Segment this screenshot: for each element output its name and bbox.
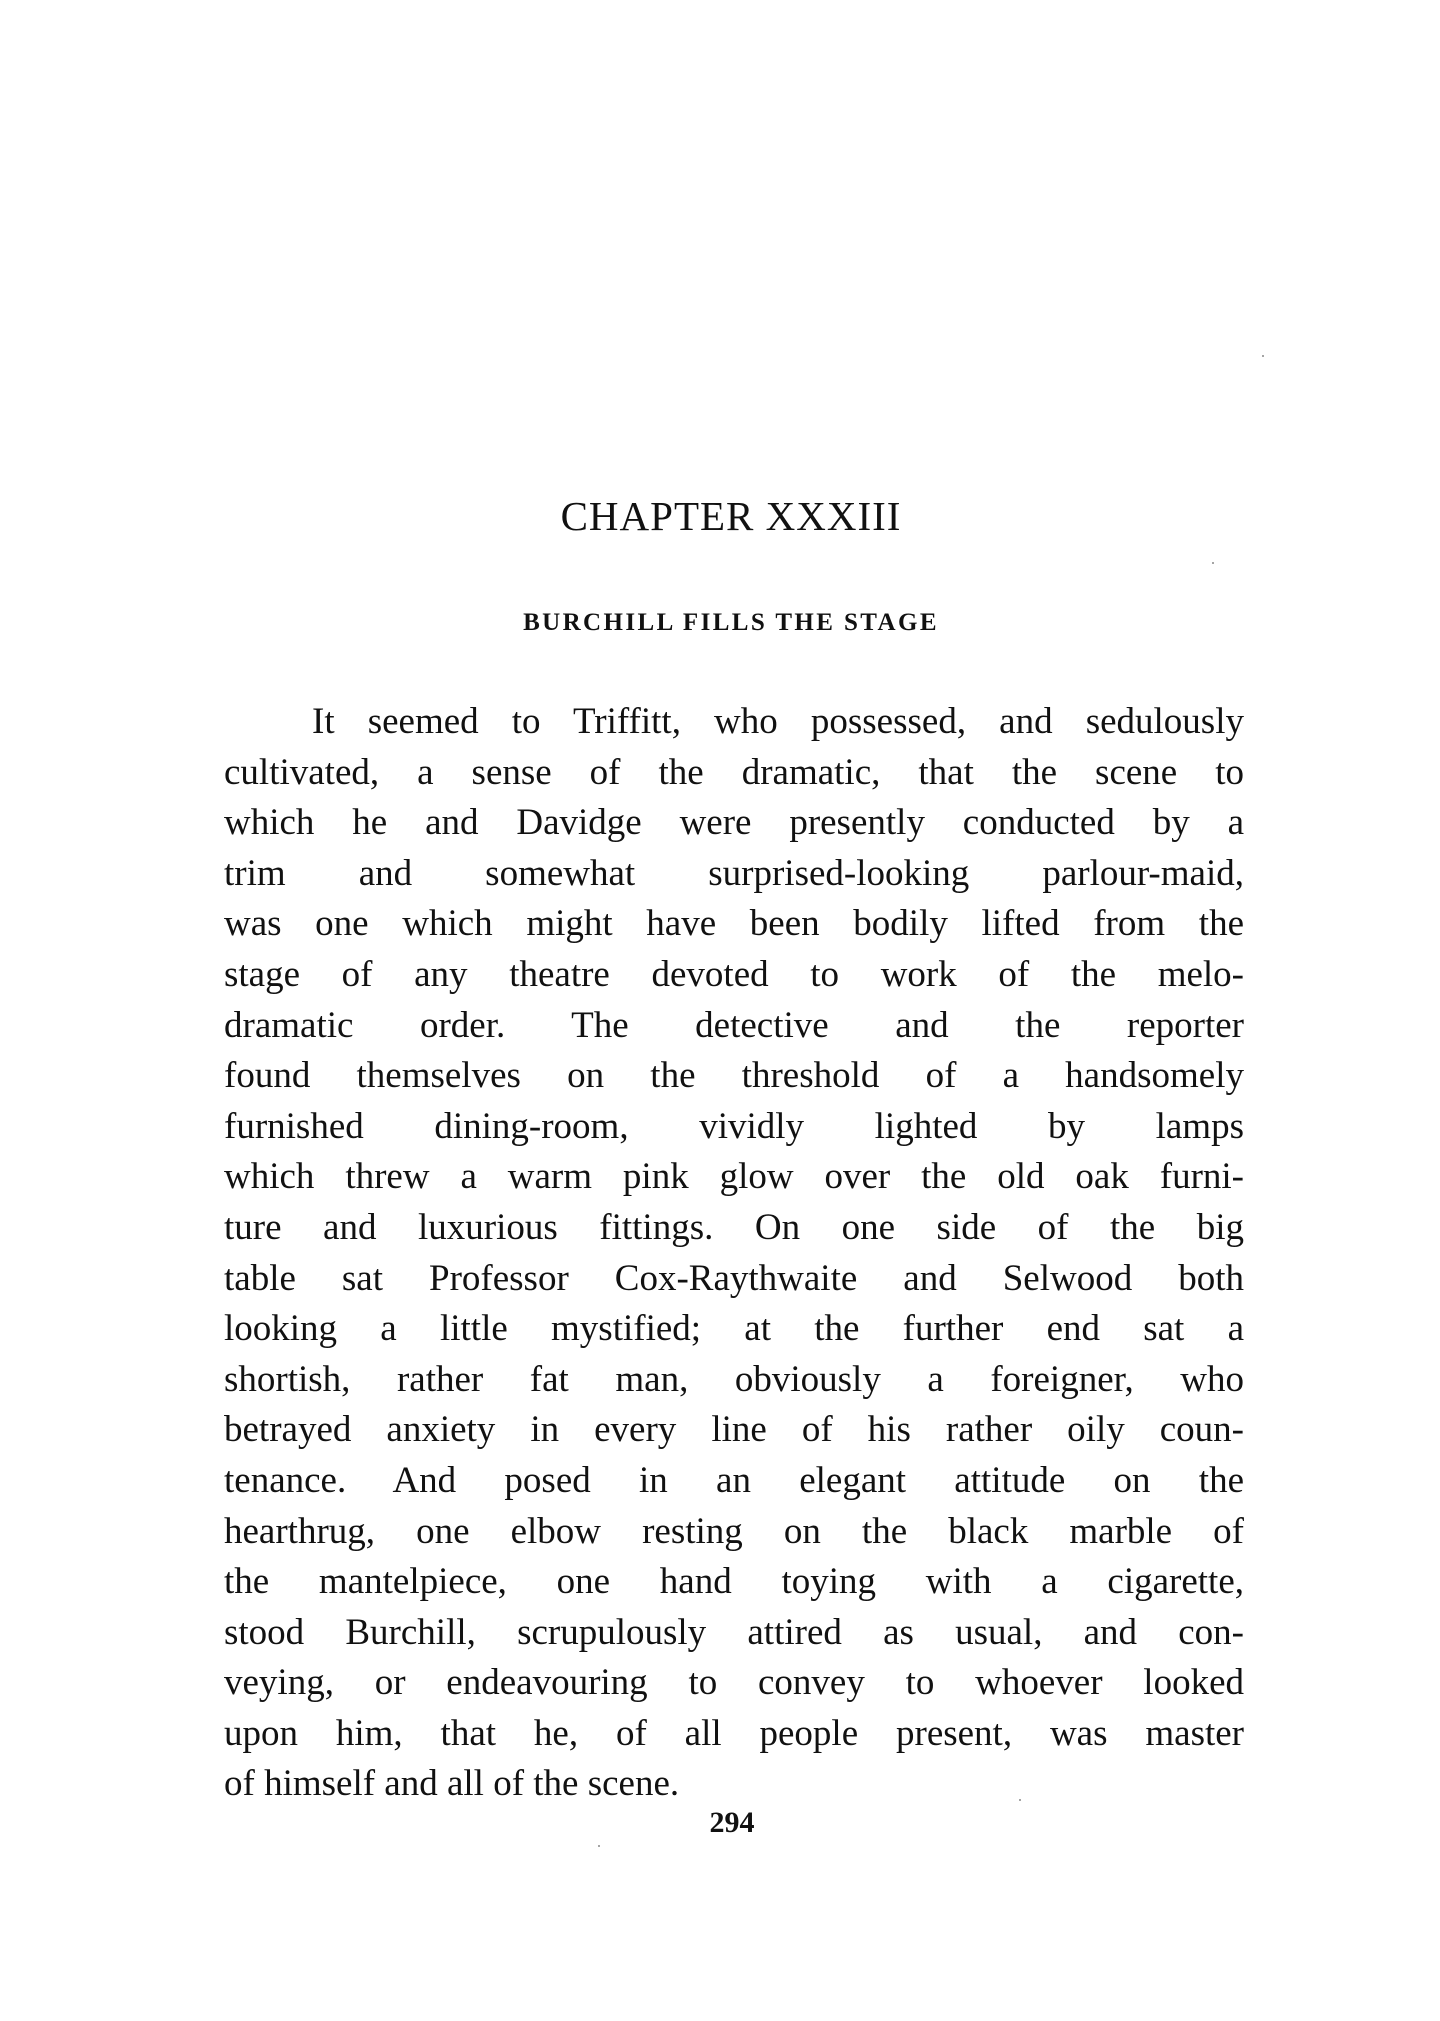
text-line: trim and somewhat surprised-looking parlour-maid, xyxy=(224,852,1244,894)
text-line: stood Burchill, scrupulously attired as usual, and con- xyxy=(224,1611,1244,1653)
text-line: dramatic order. The detective and the reporter xyxy=(224,1004,1244,1046)
text-line: looking a little mystified; at the further end sat a xyxy=(224,1308,1244,1350)
text-line: table sat Professor Cox-Raythwaite and Selwood both xyxy=(224,1257,1244,1299)
text-line: hearthrug, one elbow resting on the black marble of xyxy=(224,1510,1244,1552)
text-line: veying, or endeavouring to convey to whoever looked xyxy=(224,1662,1244,1704)
page-number: 294 xyxy=(709,1806,755,1839)
scan-speck xyxy=(1019,1799,1021,1801)
text-line: which he and Davidge were presently conducted by a xyxy=(224,802,1244,844)
text-line: cultivated, a sense of the dramatic, that the scene to xyxy=(224,751,1244,793)
text-line: which threw a warm pink glow over the old oak furni- xyxy=(224,1156,1244,1198)
scan-speck xyxy=(598,1845,600,1847)
text-line: upon him, that he, of all people present, was master xyxy=(224,1712,1244,1754)
text-line: It seemed to Triffitt, who possessed, and sedulously xyxy=(312,701,1244,742)
text-line: stage of any theatre devoted to work of the melo- xyxy=(224,953,1244,995)
text-line: tenance. And posed in an elegant attitude on the xyxy=(224,1459,1244,1501)
chapter-title: CHAPTER XXXIII xyxy=(560,493,902,539)
scan-speck xyxy=(1262,355,1264,357)
text-line: betrayed anxiety in every line of his rather oily coun- xyxy=(224,1409,1244,1451)
text-line: shortish, rather fat man, obviously a foreigner, who xyxy=(224,1358,1244,1400)
scan-speck xyxy=(1212,562,1214,564)
text-line: the mantelpiece, one hand toying with a cigarette, xyxy=(224,1561,1244,1603)
text-line: was one which might have been bodily lifted from the xyxy=(224,903,1244,945)
chapter-subtitle: BURCHILL FILLS THE STAGE xyxy=(523,609,939,636)
text-line: ture and luxurious fittings. On one side of the big xyxy=(224,1206,1244,1248)
text-line: found themselves on the threshold of a handsomely xyxy=(224,1055,1244,1097)
text-line: furnished dining-room, vividly lighted by lamps xyxy=(224,1105,1244,1147)
body-paragraph xyxy=(224,697,1244,1810)
text-line: of himself and all of the scene. xyxy=(224,1763,680,1805)
